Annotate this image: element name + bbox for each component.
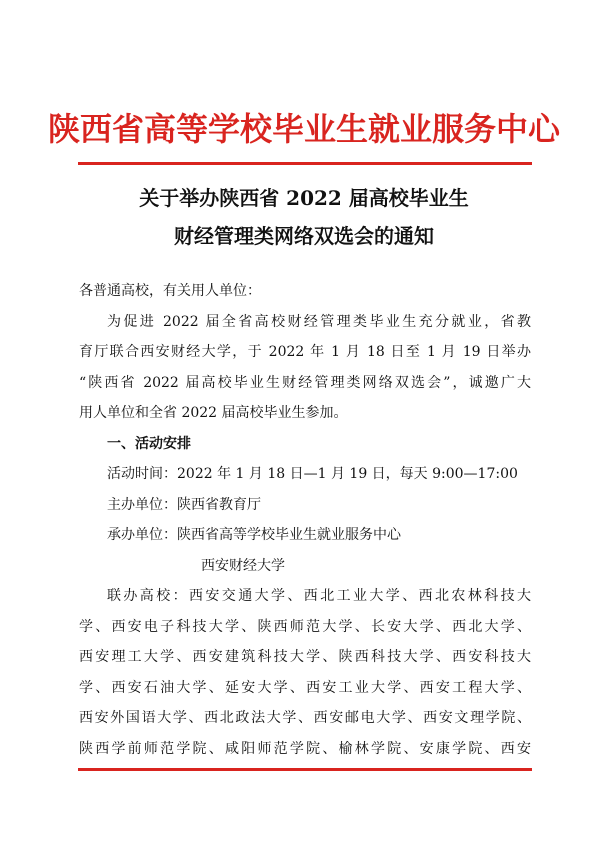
universities-line: 西安理工大学、西安建筑科技大学、陕西科技大学、西安科技大 bbox=[79, 649, 531, 665]
activity-time-line: 活动时间：2022 年 1 月 18 日—1 月 19 日，每天 9:00—17:00 bbox=[107, 466, 518, 482]
document-title-line-1: 关于举办陕西省 2022 届高校毕业生 bbox=[139, 186, 469, 210]
header-red-rule bbox=[78, 162, 532, 165]
organization-header: 陕西省高等学校毕业生就业服务中心 bbox=[47, 110, 560, 148]
universities-line: 陕西学前师范学院、咸阳师范学院、榆林学院、安康学院、西安 bbox=[79, 740, 531, 757]
universities-line: 学、西安电子科技大学、陕西师范大学、长安大学、西北大学、 bbox=[79, 618, 531, 635]
universities-line: 学、西安石油大学、延安大学、西安工业大学、西安工程大学、 bbox=[79, 679, 531, 696]
organizer-line-2: 西安财经大学 bbox=[201, 557, 285, 574]
intro-line: 用人单位和全省 2022 届高校毕业生参加。 bbox=[79, 405, 348, 421]
intro-line: “陕西省 2022 届高校毕业生财经管理类网络双选会”，诚邀广大 bbox=[79, 374, 531, 391]
section-heading: 一、活动安排 bbox=[107, 435, 191, 452]
salutation: 各普通高校，有关用人单位： bbox=[79, 283, 261, 299]
footer-red-rule bbox=[78, 768, 532, 771]
document-title-line-2: 财经管理类网络双选会的通知 bbox=[174, 224, 434, 248]
intro-line: 育厅联合西安财经大学，于 2022 年 1 月 18 日至 1 月 19 日举办 bbox=[79, 344, 531, 360]
document-body bbox=[79, 276, 531, 764]
universities-line: 联办高校：西安交通大学、西北工业大学、西北农林科技大 bbox=[107, 588, 531, 604]
organizer-line: 承办单位：陕西省高等学校毕业生就业服务中心 bbox=[107, 527, 401, 543]
host-line: 主办单位：陕西省教育厅 bbox=[107, 496, 261, 513]
intro-line: 为促进 2022 届全省高校财经管理类毕业生充分就业，省教 bbox=[107, 313, 531, 330]
universities-line: 西安外国语大学、西北政法大学、西安邮电大学、西安文理学院、 bbox=[79, 710, 531, 726]
